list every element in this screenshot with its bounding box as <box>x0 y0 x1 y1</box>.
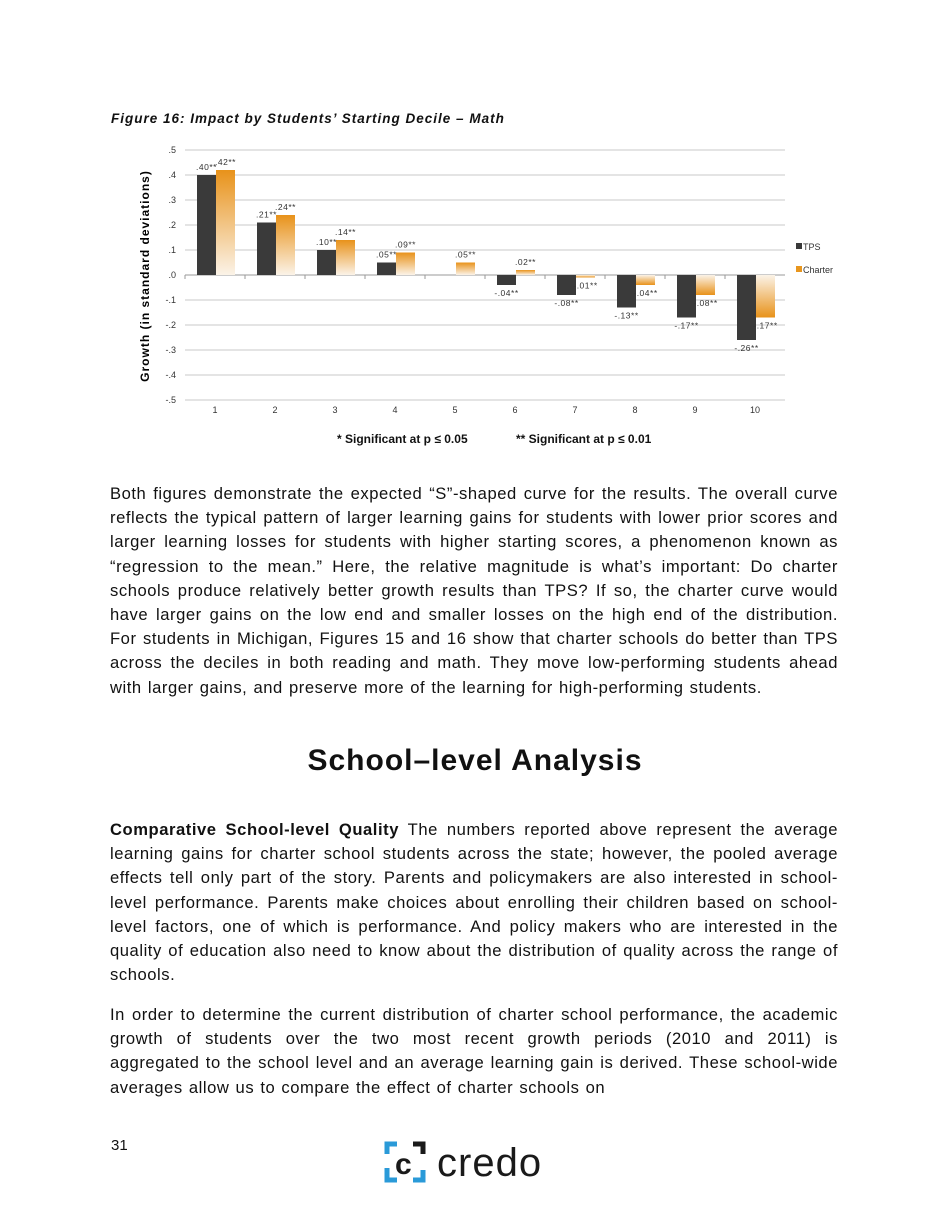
y-tick-label: -.4 <box>165 370 176 380</box>
paragraph-lead: Comparative School-level Quality <box>110 820 399 839</box>
y-axis-label: Growth (in standard deviations) <box>138 170 152 382</box>
y-tick-label: .0 <box>168 270 176 280</box>
bar-tps <box>257 223 276 276</box>
data-label: -.13** <box>614 310 639 321</box>
data-label: -.04** <box>494 288 519 298</box>
legend-swatch <box>796 266 802 272</box>
legend-label: TPS <box>803 242 821 252</box>
bar-chart <box>0 0 950 430</box>
y-tick-label: .2 <box>168 220 176 230</box>
bar-charter <box>276 215 295 275</box>
bar-tps <box>497 275 516 285</box>
x-tick-label: 6 <box>512 405 518 415</box>
data-label: .42** <box>215 157 236 167</box>
svg-text:credo: credo <box>437 1141 543 1185</box>
data-label: .05** <box>376 249 397 260</box>
data-label: .40** <box>196 162 217 172</box>
bar-charter <box>756 275 775 318</box>
x-tick-label: 3 <box>332 405 338 415</box>
data-label: -.17** <box>674 320 699 331</box>
data-label: .14** <box>335 227 356 237</box>
x-tick-label: 1 <box>212 405 218 415</box>
body-paragraph-1: Both figures demonstrate the expected “S”-shaped curve for the results. The overall curve reflects the typical pattern of larger learning gains for students with lower prior scores and larger learning losses for students with higher starting scores, a phenomenon known as “regression to the mean.” Here, the relative magnitude is what’s important: Do charter schools produce relatively better growth results than TPS? If so, the charter curve would have larger gains on the low end and smaller losses on the high end of the distribution. For students in Michigan, Figures 15 and 16 show that charter schools do better than TPS across the deciles in both reading and math. They move low-performing students ahead with larger gains, and preserve more of the learning for high-performing students. <box>110 484 838 697</box>
section-heading: School–level Analysis <box>307 744 643 777</box>
legend-swatch <box>796 243 802 249</box>
paragraph-text: The numbers reported above represent the average learning gains for charter school students across the state; however, the pooled average effects tell only part of the story. Parents and policymakers are also interested in school-level performance. Parents make choices about enrolling their children based on school-level factors, one of which is performance. And policy makers who are interested in the quality of education also need to know about the distribution of quality across the range of schools. <box>110 820 838 985</box>
bar-tps <box>377 263 396 276</box>
x-tick-label: 2 <box>272 405 278 415</box>
x-tick-label: 4 <box>392 405 398 415</box>
y-tick-label: .4 <box>168 170 176 180</box>
body-paragraph-3: In order to determine the current distribution of charter school performance, the academic growth of students over the two most recent growth periods (2010 and 2011) is aggregated to the school level and an average learning gain is derived. These school-wide averages allow us to compare the effect of charter schools on <box>110 1005 838 1097</box>
credo-logo <box>383 1138 573 1188</box>
data-label: .10** <box>316 237 337 247</box>
bar-charter <box>396 253 415 276</box>
body-paragraph-2 <box>110 818 838 987</box>
bar-charter <box>216 170 235 275</box>
y-tick-label: -.1 <box>165 295 176 305</box>
data-label: .05** <box>455 249 476 260</box>
data-label: -.08** <box>693 298 718 308</box>
bar-charter <box>636 275 655 285</box>
significance-note-p05: * Significant at p ≤ 0.05 <box>337 432 468 446</box>
data-label: .09** <box>395 239 416 250</box>
x-tick-label: 10 <box>749 405 761 415</box>
data-label: .21** <box>256 209 277 220</box>
bar-charter <box>576 275 595 278</box>
x-tick-label: 5 <box>452 405 458 415</box>
legend-label: Charter <box>803 265 834 275</box>
page-number: 31 <box>111 1137 128 1154</box>
data-label: -.08** <box>554 298 579 308</box>
y-tick-label: -.2 <box>165 320 176 330</box>
x-tick-label: 8 <box>632 405 638 415</box>
x-tick-label: 9 <box>692 405 698 415</box>
y-tick-label: -.5 <box>165 395 176 405</box>
bar-charter <box>336 240 355 275</box>
bar-tps <box>677 275 696 318</box>
bar-charter <box>516 270 535 275</box>
bar-charter <box>696 275 715 295</box>
y-tick-label: .5 <box>168 145 176 155</box>
x-tick-label: 7 <box>572 405 578 415</box>
figure-title: Figure 16: Impact by Students’ Starting Decile – Math <box>111 111 505 126</box>
data-label: -.26** <box>734 343 759 353</box>
y-tick-label: -.3 <box>165 345 176 355</box>
data-label: -.17** <box>753 320 778 331</box>
svg-text:c: c <box>395 1148 412 1181</box>
significance-note-p01: ** Significant at p ≤ 0.01 <box>516 432 652 446</box>
data-label: .24** <box>275 202 296 212</box>
bar-tps <box>197 175 216 275</box>
y-tick-label: .1 <box>168 245 176 255</box>
y-tick-label: .3 <box>168 195 176 205</box>
data-label: -.04** <box>633 288 658 298</box>
data-label: -.01** <box>573 280 598 291</box>
bar-charter <box>456 263 475 276</box>
data-label: .02** <box>515 257 536 267</box>
bar-tps <box>317 250 336 275</box>
